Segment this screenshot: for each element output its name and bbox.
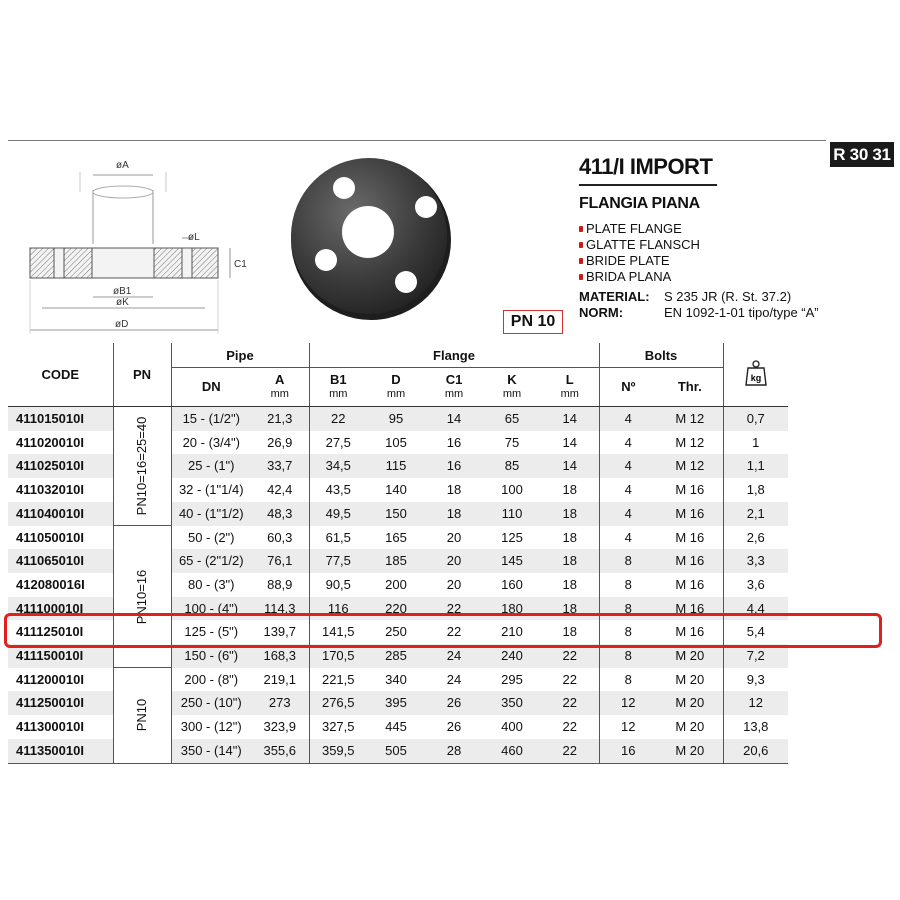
product-title: 411/I IMPORT — [579, 154, 713, 179]
cell-no: 8 — [599, 644, 657, 668]
cell-b1: 359,5 — [309, 739, 367, 763]
cell-b1: 61,5 — [309, 526, 367, 550]
cell-c1: 24 — [446, 671, 462, 687]
cell-dn: 15 - (1/2") — [171, 407, 251, 431]
cell-thr: M 16 — [675, 482, 705, 498]
cell-d: 505 — [367, 739, 425, 763]
cell-c1: 20 — [425, 549, 483, 573]
table-row — [8, 407, 788, 431]
cell-a: 168,3 — [251, 644, 309, 668]
cell-d: 140 — [385, 482, 407, 498]
cell-code: 411065010I — [8, 549, 113, 573]
cell-dn: 20 - (3/4") — [171, 431, 251, 455]
cell-thr: M 12 — [657, 407, 723, 431]
translation-item: BRIDE PLATE — [579, 253, 700, 269]
cell-a: 26,9 — [267, 434, 293, 450]
weight-icon-label: kg — [750, 373, 762, 383]
cell-d: 200 — [385, 576, 407, 592]
cell-code: 411250010I — [8, 691, 113, 715]
cell-k: 65 — [483, 407, 541, 431]
cell-c1: 22 — [425, 597, 483, 621]
cell-thr: M 20 — [657, 644, 723, 668]
cell-l: 22 — [541, 644, 599, 668]
product-subtitle: FLANGIA PIANA — [579, 195, 700, 212]
cell-no: 12 — [599, 715, 657, 739]
cell-kg: 1 — [723, 431, 788, 455]
table-row — [8, 526, 788, 550]
pn-rating-box: PN 10 — [503, 310, 563, 334]
cell-no: 8 — [599, 549, 657, 573]
col-header-code: CODE — [8, 343, 113, 407]
cell-a: 21,3 — [251, 407, 309, 431]
cell-l: 18 — [562, 624, 577, 640]
cell-b1: 327,5 — [309, 715, 367, 739]
norm-label: NORM: — [579, 305, 624, 320]
cell-d: 95 — [367, 407, 425, 431]
cell-b1: 34,5 — [309, 454, 367, 478]
cell-kg: 4,4 — [723, 597, 788, 621]
cell-k: 145 — [483, 549, 541, 573]
cell-dn: 25 - (1") — [171, 454, 251, 478]
cell-a: 60,3 — [267, 529, 293, 545]
cell-l: 22 — [541, 739, 599, 763]
cell-dn: 32 - (1"1/4) — [171, 478, 251, 502]
cell-l: 18 — [562, 482, 577, 498]
cell-d: 165 — [385, 529, 407, 545]
pn-group-cell — [113, 526, 171, 668]
col-header-c1: C1 mm — [425, 368, 483, 407]
norm-line — [579, 305, 819, 321]
cell-thr: M 16 — [657, 549, 723, 573]
cell-d: 105 — [385, 434, 407, 450]
cell-l: 14 — [541, 454, 599, 478]
cell-k: 125 — [501, 529, 523, 545]
cell-c1: 18 — [425, 502, 483, 526]
col-header-weight — [723, 343, 788, 407]
flange-technical-drawing — [20, 152, 270, 337]
cell-c1: 24 — [425, 644, 483, 668]
cell-d: 340 — [385, 671, 407, 687]
cell-c1: 26 — [425, 691, 483, 715]
cell-thr: M 12 — [657, 454, 723, 478]
cell-k: 100 — [501, 482, 523, 498]
drawing-label-c1: C1 — [234, 259, 247, 270]
cell-kg: 20,6 — [723, 739, 788, 763]
col-header-k: K mm — [483, 368, 541, 407]
drawing-label-phiL: øL — [188, 232, 200, 243]
title-underline — [579, 184, 717, 186]
col-header-dn: DN — [171, 368, 251, 407]
pn-group-cell — [113, 668, 171, 763]
cell-a: 42,4 — [267, 482, 293, 498]
cell-code: 411125010I — [16, 624, 84, 640]
cell-d: 220 — [367, 597, 425, 621]
cell-k: 180 — [483, 597, 541, 621]
cell-a: 219,1 — [263, 671, 297, 687]
cell-kg: 5,4 — [723, 620, 788, 644]
cell-k: 295 — [501, 671, 523, 687]
cell-code: 411200010I — [16, 671, 84, 687]
cell-l: 18 — [541, 549, 599, 573]
cell-no: 4 — [599, 502, 657, 526]
cell-b1: 141,5 — [309, 620, 367, 644]
cell-no: 8 — [599, 597, 657, 621]
cell-l: 14 — [541, 407, 599, 431]
cell-thr: M 16 — [657, 502, 723, 526]
cell-d: 150 — [367, 502, 425, 526]
drawing-label-phiK: øK — [116, 297, 129, 308]
pn-group-label: PN10 — [134, 699, 150, 732]
cell-a: 114,3 — [251, 597, 309, 621]
cell-kg: 2,1 — [723, 502, 788, 526]
cell-dn: 65 - (2"1/2) — [171, 549, 251, 573]
cell-l: 18 — [562, 576, 577, 592]
cell-b1: 49,5 — [309, 502, 367, 526]
page-code-badge: R 30 31 — [830, 142, 894, 167]
cell-thr: M 20 — [657, 691, 723, 715]
cell-no: 16 — [599, 739, 657, 763]
cell-dn: 125 - (5") — [171, 620, 251, 644]
drawing-label-phiD: øD — [115, 319, 129, 330]
col-header-no: Nº — [599, 368, 657, 407]
cell-d: 185 — [367, 549, 425, 573]
cell-code: 411350010I — [8, 739, 113, 763]
cell-thr: M 20 — [675, 671, 705, 687]
drawing-label-phiB1: øB1 — [113, 286, 132, 297]
cell-b1: 116 — [309, 597, 367, 621]
cell-no: 4 — [599, 478, 657, 502]
material-line — [579, 289, 791, 305]
cell-b1: 22 — [309, 407, 367, 431]
cell-k: 210 — [501, 624, 523, 640]
cell-thr: M 20 — [657, 739, 723, 763]
col-header-thr: Thr. — [657, 368, 723, 407]
cell-k: 400 — [501, 719, 523, 735]
cell-a: 273 — [251, 691, 309, 715]
cell-kg: 2,6 — [723, 526, 788, 550]
cell-code: 411050010I — [16, 529, 84, 545]
cell-kg: 13,8 — [723, 715, 788, 739]
cell-d: 115 — [367, 454, 425, 478]
cell-k: 160 — [501, 576, 523, 592]
weight-icon — [745, 360, 767, 386]
cell-c1: 16 — [425, 454, 483, 478]
cell-code: 411040010I — [8, 502, 113, 526]
cell-dn: 150 - (6") — [171, 644, 251, 668]
cell-l: 18 — [541, 502, 599, 526]
cell-l: 18 — [541, 597, 599, 621]
cell-thr: M 16 — [675, 624, 705, 640]
cell-a: 355,6 — [251, 739, 309, 763]
pn-group-label: PN10=16 — [134, 569, 150, 624]
cell-kg: 3,6 — [723, 573, 788, 597]
cell-kg: 12 — [723, 691, 788, 715]
cell-c1: 22 — [446, 624, 462, 640]
cell-kg: 7,2 — [723, 644, 788, 668]
cell-dn: 350 - (14") — [171, 739, 251, 763]
cell-kg: 0,7 — [723, 407, 788, 431]
col-header-l: L mm — [541, 368, 599, 407]
cell-c1: 14 — [425, 407, 483, 431]
material-label: MATERIAL: — [579, 289, 650, 304]
cell-code: 411025010I — [8, 454, 113, 478]
cell-dn: 80 - (3") — [171, 573, 251, 597]
cell-l: 18 — [562, 529, 577, 545]
pn-group-label: PN10=16=25=40 — [134, 416, 150, 516]
cell-a: 48,3 — [251, 502, 309, 526]
cell-b1: 221,5 — [309, 668, 367, 692]
col-header-d: D mm — [367, 368, 425, 407]
translation-item: GLATTE FLANSCH — [579, 237, 700, 253]
cell-k: 240 — [483, 644, 541, 668]
group-header-bolts: Bolts — [599, 343, 723, 368]
cell-a: 88,9 — [267, 576, 293, 592]
cell-c1: 20 — [446, 576, 462, 592]
cell-dn: 300 - (12") — [171, 715, 251, 739]
cell-no: 4 — [599, 454, 657, 478]
cell-a: 323,9 — [263, 719, 297, 735]
cell-d: 445 — [385, 719, 407, 735]
dimensions-table — [8, 343, 788, 764]
cell-a: 76,1 — [251, 549, 309, 573]
cell-thr: M 20 — [675, 719, 705, 735]
cell-l: 22 — [562, 719, 577, 735]
top-rule — [8, 140, 826, 141]
group-header-flange: Flange — [309, 343, 599, 368]
cell-a: 139,7 — [263, 624, 297, 640]
cell-k: 350 — [483, 691, 541, 715]
cell-code: 411150010I — [8, 644, 113, 668]
pn-group-cell — [113, 407, 171, 526]
col-header-pn: PN — [113, 343, 171, 407]
cell-c1: 28 — [425, 739, 483, 763]
cell-k: 85 — [483, 454, 541, 478]
cell-c1: 20 — [446, 529, 462, 545]
cell-b1: 276,5 — [309, 691, 367, 715]
cell-thr: M 16 — [657, 597, 723, 621]
translation-item: BRIDA PLANA — [579, 269, 700, 285]
cell-code: 411032010I — [16, 482, 84, 498]
cell-code: 412080016I — [16, 576, 85, 592]
cell-dn: 40 - (1"1/2) — [171, 502, 251, 526]
group-header-pipe: Pipe — [171, 343, 309, 368]
cell-no: 12 — [599, 691, 657, 715]
cell-l: 22 — [541, 691, 599, 715]
cell-k: 460 — [483, 739, 541, 763]
cell-dn: 200 - (8") — [171, 668, 251, 692]
drawing-label-phiA: øA — [116, 160, 129, 171]
cell-dn: 250 - (10") — [171, 691, 251, 715]
cell-k: 75 — [504, 434, 520, 450]
cell-b1: 90,5 — [309, 573, 367, 597]
cell-b1: 27,5 — [309, 431, 367, 455]
cell-code: 411015010I — [8, 407, 113, 431]
cell-d: 395 — [367, 691, 425, 715]
cell-dn: 100 - (4") — [171, 597, 251, 621]
cell-code: 411020010I — [16, 434, 84, 450]
cell-a: 33,7 — [251, 454, 309, 478]
cell-code: 411100010I — [8, 597, 113, 621]
cell-k: 110 — [483, 502, 541, 526]
cell-b1: 77,5 — [309, 549, 367, 573]
cell-c1: 16 — [446, 434, 462, 450]
cell-no: 4 — [599, 407, 657, 431]
cell-d: 285 — [367, 644, 425, 668]
cell-no: 8 — [599, 668, 657, 692]
cell-no: 8 — [599, 573, 657, 597]
material-value: S 235 JR (R. St. 37.2) — [664, 289, 792, 304]
cell-dn: 50 - (2") — [171, 526, 251, 550]
cell-d: 250 — [385, 624, 407, 640]
norm-value: EN 1092-1-01 tipo/type “A” — [664, 305, 819, 320]
cell-c1: 18 — [446, 482, 462, 498]
col-header-a: A mm — [251, 368, 309, 407]
flange-photo — [286, 150, 456, 325]
cell-code: 411300010I — [16, 719, 84, 735]
cell-thr: M 16 — [675, 529, 705, 545]
col-header-b1: B1 mm — [309, 368, 367, 407]
cell-l: 22 — [562, 671, 577, 687]
cell-b1: 43,5 — [309, 478, 367, 502]
cell-b1: 170,5 — [309, 644, 367, 668]
cell-kg: 3,3 — [723, 549, 788, 573]
cell-kg: 9,3 — [723, 668, 788, 692]
cell-no: 4 — [599, 431, 657, 455]
cell-kg: 1,8 — [723, 478, 788, 502]
translation-list — [579, 221, 700, 285]
cell-no: 8 — [599, 620, 657, 644]
cell-kg: 1,1 — [723, 454, 788, 478]
cell-thr: M 12 — [675, 434, 705, 450]
table-row — [8, 668, 788, 692]
cell-c1: 26 — [446, 719, 462, 735]
translation-item: PLATE FLANGE — [579, 221, 700, 237]
cell-l: 14 — [562, 434, 577, 450]
cell-no: 4 — [599, 526, 657, 550]
cell-thr: M 16 — [675, 576, 705, 592]
